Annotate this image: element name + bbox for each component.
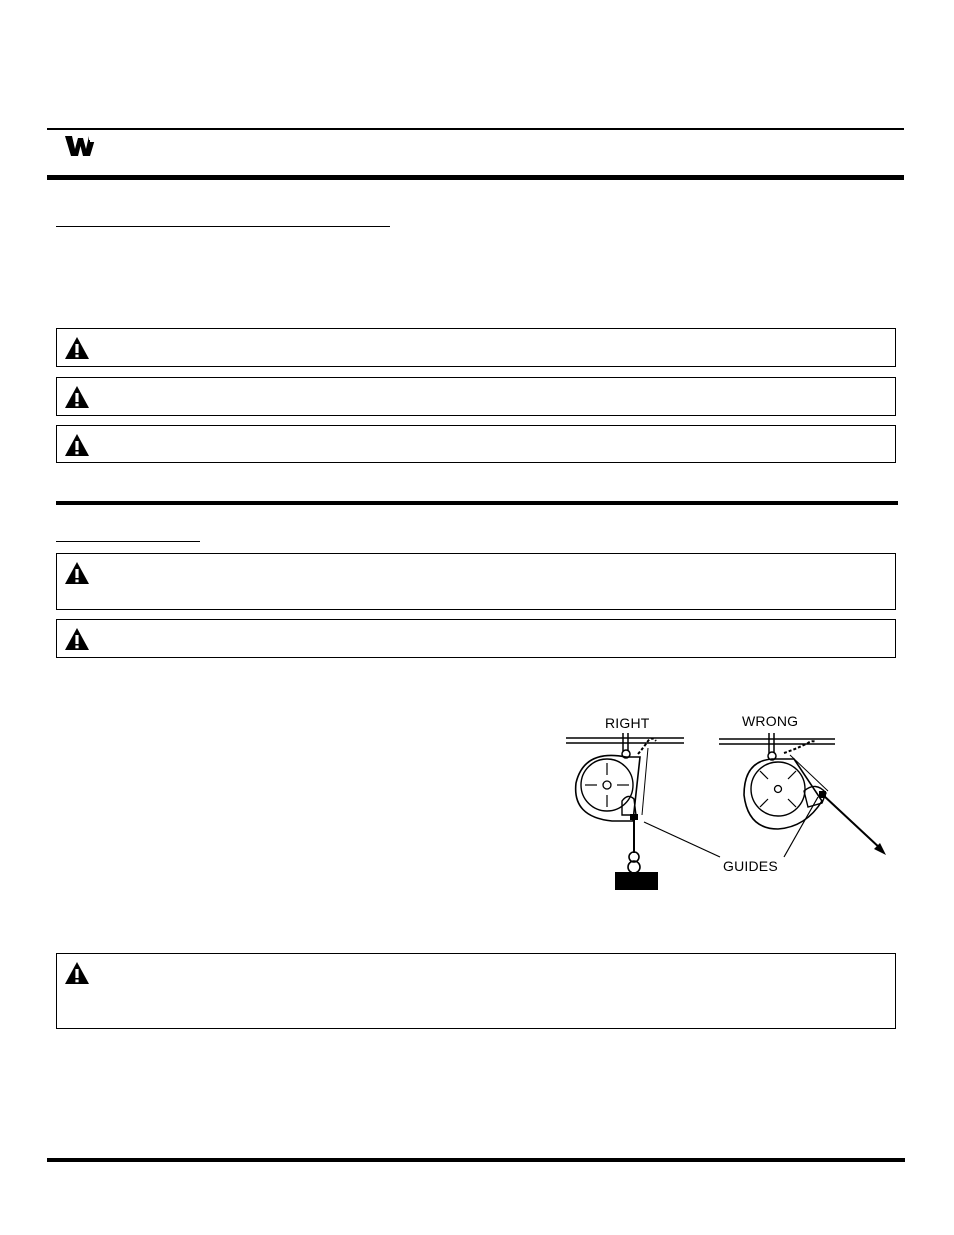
warning-box: [56, 619, 896, 658]
header-top-rule: [47, 128, 904, 130]
warning-box: [56, 553, 896, 610]
section-heading-underline: [56, 226, 390, 227]
warning-triangle-icon: [64, 433, 90, 457]
warning-box: [56, 377, 896, 416]
warning-box: [56, 953, 896, 1029]
section-heading-underline: [56, 541, 200, 542]
warning-triangle-icon: [64, 961, 90, 985]
figure-label-wrong: WRONG: [742, 713, 799, 729]
warning-triangle-icon: [64, 385, 90, 409]
warning-box: [56, 328, 896, 367]
header-bottom-rule: [47, 175, 904, 180]
reel-diagram: [560, 705, 895, 895]
warning-triangle-icon: [64, 627, 90, 651]
warning-triangle-icon: [64, 561, 90, 585]
brand-logo: [65, 134, 97, 158]
warning-box: [56, 425, 896, 463]
warning-triangle-icon: [64, 336, 90, 360]
reel-mounting-figure: [560, 705, 895, 895]
figure-label-guides: GUIDES: [723, 858, 778, 874]
footer-rule: [47, 1158, 905, 1162]
section-divider: [56, 501, 898, 505]
figure-label-right: RIGHT: [605, 715, 650, 731]
